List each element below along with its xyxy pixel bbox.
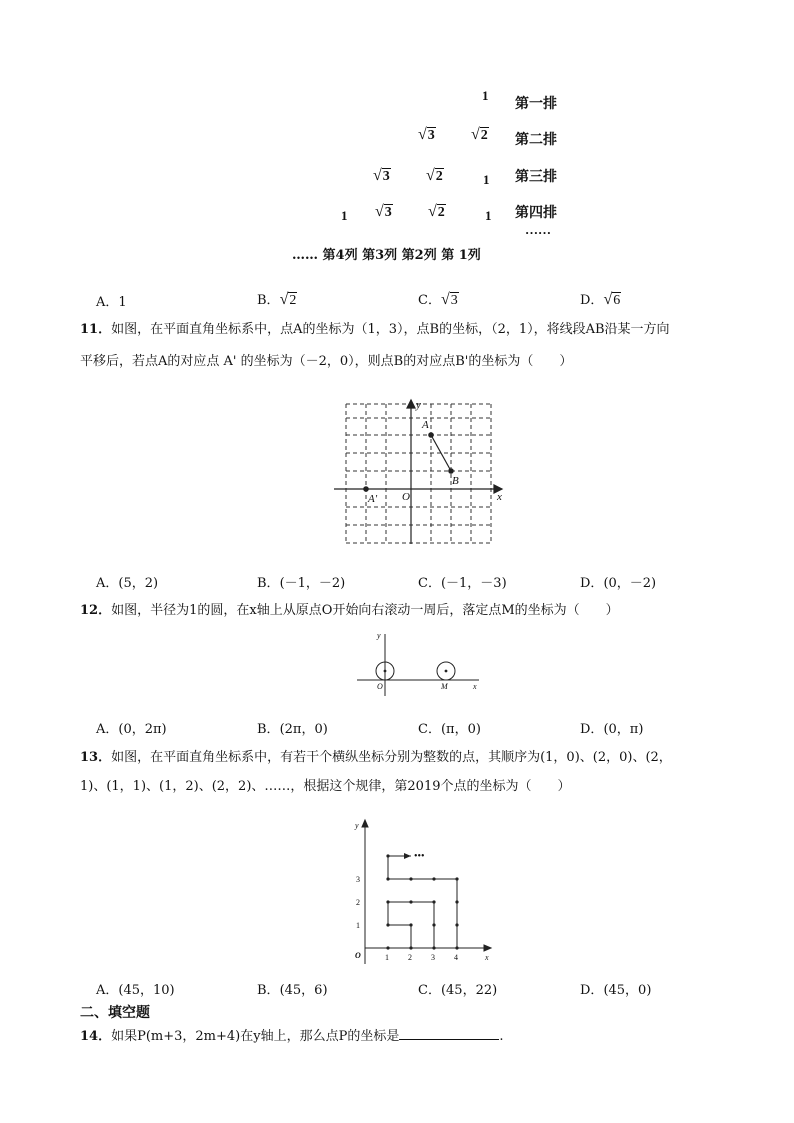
option-d[interactable]: D．(45，0) [580,983,652,998]
option-a[interactable]: A．(5，2) [96,576,159,591]
path-continuation-dots: ••• [414,851,425,862]
triangle-cell: 1 [482,88,489,103]
option-b[interactable]: B．(45，6) [257,983,328,998]
y-tick-3: 3 [356,875,360,884]
triangle-cell-sqrt: √2 [428,203,445,220]
point-a-prime [364,487,368,491]
y-axis-arrow-icon [362,820,368,827]
label-a: A [422,419,429,431]
option-c[interactable]: C．√3 [418,291,458,308]
label-x: x [497,491,502,503]
option-d[interactable]: D．(0，－2) [580,576,657,591]
point-path [388,856,457,948]
row-label-3: 第三排 [515,169,557,185]
answer-blank[interactable] [399,1027,499,1040]
q13-line-2: 1)、(1，1)、(1，2)、(2，2)、……，根据这个规律，第2019个点的坐标为（ ） [80,779,571,794]
option-c[interactable]: C．(－1，－3) [418,576,507,591]
label-y: y [416,399,421,411]
option-c[interactable]: C．(45，22) [418,983,498,998]
label-y: y [377,631,381,640]
row-continuation-dots: …… [525,222,551,237]
point-a [429,433,433,437]
option-b[interactable]: B．(－1，－2) [257,576,346,591]
option-a[interactable]: A．1 [96,295,127,310]
label-x: x [473,682,477,691]
option-d[interactable]: D．√6 [580,291,621,308]
option-c[interactable]: C．(π，0) [418,722,481,737]
x-axis-arrow-icon [484,945,491,951]
point-b [449,469,453,473]
label-origin: O [377,682,383,691]
y-tick-2: 2 [356,898,360,907]
q13-line-1: 13．如图，在平面直角坐标系中，有若干个横纵坐标分别为整数的点，其顺序为(1，0)、(2，0)、(2， [80,750,672,765]
triangle-cell: 1 [483,172,490,187]
triangle-cell-sqrt: √3 [373,167,390,184]
q13-figure [345,816,495,968]
option-b[interactable]: B．(2π，0) [257,722,328,737]
x-tick-4: 4 [454,953,458,962]
x-tick-1: 1 [385,953,389,962]
y-tick-1: 1 [356,921,360,930]
label-x: x [485,953,489,962]
triangle-cell-sqrt: √3 [418,126,435,143]
q12-line-1: 12．如图，半径为1的圆，在x轴上从原点O开始向右滚动一周后，落定点M的坐标为（ ） [80,603,619,618]
label-a-prime: A' [368,493,378,505]
triangle-cell: 1 [485,208,492,223]
x-tick-2: 2 [408,953,412,962]
q11-line-1: 11．如图，在平面直角坐标系中，点A的坐标为（1，3），点B的坐标，（2，1），将线段AB沿某一方向 [80,322,670,337]
row-label-1: 第一排 [515,96,557,112]
option-a[interactable]: A．(0，2π) [96,722,167,737]
q11-line-2: 平移后，若点A的对应点 A' 的坐标为（－2，0），则点B的对应点B'的坐标为（ ） [80,354,573,369]
triangle-cell-sqrt: √3 [375,203,392,220]
label-b: B [452,475,459,487]
path-arrow-icon [404,853,411,859]
row-label-4: 第四排 [515,205,557,221]
y-axis-arrow-icon [407,400,415,408]
section-title: 二、填空题 [80,1005,150,1021]
label-origin: O [402,491,410,503]
question-14: 14．如果P(m+3，2m+4)在y轴上，那么点P的坐标是 . [80,1029,504,1044]
label-m: M [441,682,448,691]
triangle-cell-sqrt: √2 [471,126,488,143]
option-d[interactable]: D．(0，π) [580,722,644,737]
option-a[interactable]: A．(45，10) [96,983,175,998]
q11-figure [330,396,506,548]
q12-figure [355,628,485,700]
triangle-cell: 1 [341,208,348,223]
triangle-cell-sqrt: √2 [426,167,443,184]
label-origin: O [355,951,361,960]
label-y: y [355,821,359,830]
x-tick-3: 3 [431,953,435,962]
option-b[interactable]: B．√2 [257,291,297,308]
column-labels: …… 第4列 第3列 第2列 第 1列 [292,248,481,263]
row-label-2: 第二排 [515,132,557,148]
q11-grid [346,404,491,544]
